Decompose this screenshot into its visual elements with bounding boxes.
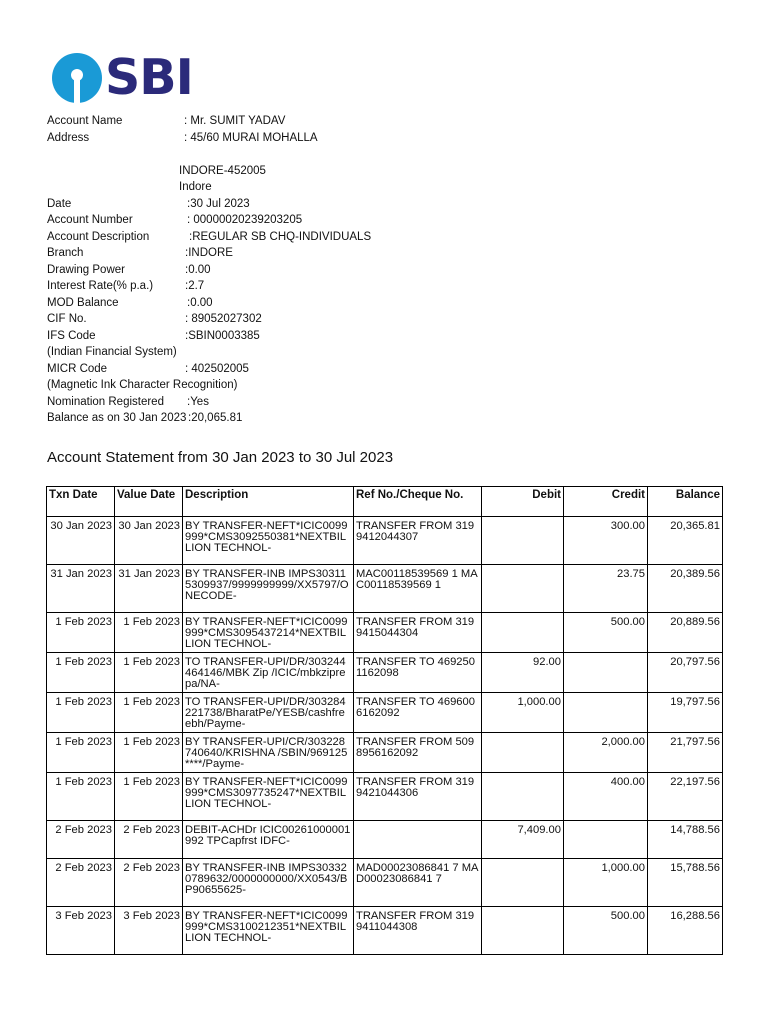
statement-title: Account Statement from 30 Jan 2023 to 30 Jul 2023 [47, 449, 394, 466]
info-label: (Indian Financial System) [47, 346, 177, 358]
col-txn-date-cell: 30 Jan 2023 [47, 517, 115, 565]
info-label: MICR Code [47, 362, 108, 375]
col-debit-cell [482, 773, 564, 821]
table-row [47, 859, 723, 907]
info-value: :0.00 [185, 263, 211, 276]
info-value: : 402502005 [185, 362, 249, 375]
col-debit-cell [482, 613, 564, 653]
col-credit-cell: 500.00 [564, 907, 648, 955]
col-txn-date-cell: 1 Feb 2023 [47, 653, 115, 693]
col-debit-header: Debit [482, 487, 564, 517]
col-debit-cell: 1,000.00 [482, 693, 564, 733]
col-value-date-header: Value Date [115, 487, 183, 517]
col-value-date-cell: 30 Jan 2023 [115, 517, 183, 565]
col-credit-cell [564, 693, 648, 733]
sbi-logo-icon [52, 53, 102, 103]
table-row [47, 907, 723, 955]
info-value: Indore [179, 181, 212, 193]
table-row [47, 653, 723, 693]
col-balance-cell: 19,797.56 [648, 693, 723, 733]
info-label: IFS Code [47, 329, 96, 342]
col-credit-cell: 300.00 [564, 517, 648, 565]
col-value-date-cell: 1 Feb 2023 [115, 773, 183, 821]
col-value-date-cell: 2 Feb 2023 [115, 821, 183, 859]
col-balance-cell: 22,197.56 [648, 773, 723, 821]
col-credit-cell [564, 653, 648, 693]
info-label: Account Name [47, 115, 123, 127]
col-credit-cell: 23.75 [564, 565, 648, 613]
table-row [47, 733, 723, 773]
col-txn-date-cell: 1 Feb 2023 [47, 733, 115, 773]
col-ref-no-cell: TRANSFER FROM 3199412044307 [354, 517, 482, 565]
col-balance-cell: 20,389.56 [648, 565, 723, 613]
col-description-cell: TO TRANSFER-UPI/DR/303244464146/MBK Zip /ICIC/mbkziprepa/NA- [183, 653, 354, 693]
col-balance-cell: 16,288.56 [648, 907, 723, 955]
info-label: Balance as on 30 Jan 2023 [47, 412, 187, 424]
col-balance-cell: 15,788.56 [648, 859, 723, 907]
info-label: Drawing Power [47, 263, 125, 276]
table-row [47, 565, 723, 613]
col-txn-date-cell: 2 Feb 2023 [47, 859, 115, 907]
col-ref-no-cell: MAD00023086841 7 MAD00023086841 7 [354, 859, 482, 907]
col-debit-cell: 92.00 [482, 653, 564, 693]
info-value: :2.7 [185, 280, 205, 292]
col-ref-no-cell [354, 821, 482, 859]
info-value: :0.00 [187, 296, 213, 309]
info-label: Date [47, 197, 72, 210]
info-label: CIF No. [47, 313, 87, 325]
col-debit-cell: 7,409.00 [482, 821, 564, 859]
col-value-date-cell: 1 Feb 2023 [115, 613, 183, 653]
info-label: Account Description [47, 230, 150, 243]
col-txn-date-header: Txn Date [47, 487, 115, 517]
table-body [47, 517, 723, 955]
col-debit-cell [482, 907, 564, 955]
transactions-table [46, 486, 723, 955]
col-description-cell: TO TRANSFER-UPI/DR/303284221738/BharatPe/YESB/cashfreebh/Payme- [183, 693, 354, 733]
col-balance-header: Balance [648, 487, 723, 517]
col-credit-cell: 400.00 [564, 773, 648, 821]
info-label: Interest Rate(% p.a.) [47, 280, 154, 292]
table-row [47, 821, 723, 859]
info-value: :20,065.81 [188, 412, 243, 424]
col-value-date-cell: 3 Feb 2023 [115, 907, 183, 955]
col-ref-no-cell: MAC00118539569 1 MAC00118539569 1 [354, 565, 482, 613]
logo-text: SBI [105, 49, 193, 106]
col-description-cell: DEBIT-ACHDr ICIC00261000001992 TPCapfrst IDFC- [183, 821, 354, 859]
col-balance-cell: 21,797.56 [648, 733, 723, 773]
col-debit-cell [482, 859, 564, 907]
col-debit-cell [482, 565, 564, 613]
col-ref-no-cell: TRANSFER TO 4692501162098 [354, 653, 482, 693]
col-ref-no-cell: TRANSFER FROM 3199421044306 [354, 773, 482, 821]
col-value-date-cell: 1 Feb 2023 [115, 653, 183, 693]
info-value: INDORE-452005 [179, 164, 266, 177]
info-label: Address [47, 131, 90, 144]
info-label: Nomination Registered [47, 395, 164, 408]
info-value: : 00000020239203205 [187, 214, 303, 226]
col-ref-no-cell: TRANSFER FROM 3199411044308 [354, 907, 482, 955]
col-ref-no-cell: TRANSFER FROM 5098956162092 [354, 733, 482, 773]
col-value-date-cell: 31 Jan 2023 [115, 565, 183, 613]
info-label: MOD Balance [47, 296, 119, 309]
col-txn-date-cell: 1 Feb 2023 [47, 613, 115, 653]
col-description-header: Description [183, 487, 354, 517]
table-row [47, 517, 723, 565]
table-row [47, 693, 723, 733]
col-description-cell: BY TRANSFER-INB IMPS303320789632/0000000000/XX0543/BP90655625- [183, 859, 354, 907]
col-txn-date-cell: 1 Feb 2023 [47, 773, 115, 821]
info-value: :INDORE [185, 247, 233, 259]
info-value: :Yes [187, 395, 209, 408]
col-credit-cell: 1,000.00 [564, 859, 648, 907]
table-row [47, 613, 723, 653]
col-balance-cell: 20,797.56 [648, 653, 723, 693]
col-balance-cell: 14,788.56 [648, 821, 723, 859]
col-description-cell: BY TRANSFER-UPI/CR/303228740640/KRISHNA /SBIN/969125****/Payme- [183, 733, 354, 773]
col-debit-cell [482, 517, 564, 565]
col-credit-header: Credit [564, 487, 648, 517]
col-balance-cell: 20,365.81 [648, 517, 723, 565]
info-value: :30 Jul 2023 [187, 197, 250, 210]
col-txn-date-cell: 1 Feb 2023 [47, 693, 115, 733]
col-description-cell: BY TRANSFER-NEFT*ICIC0099999*CMS3100212351*NEXTBILLION TECHNOL- [183, 907, 354, 955]
table-row [47, 773, 723, 821]
col-credit-cell [564, 821, 648, 859]
info-value: : Mr. SUMIT YADAV [184, 115, 286, 127]
sbi-logo [52, 49, 193, 106]
col-balance-cell: 20,889.56 [648, 613, 723, 653]
info-value: :SBIN0003385 [185, 329, 260, 342]
col-txn-date-cell: 3 Feb 2023 [47, 907, 115, 955]
info-value: : 45/60 MURAI MOHALLA [184, 131, 318, 144]
col-txn-date-cell: 31 Jan 2023 [47, 565, 115, 613]
col-value-date-cell: 2 Feb 2023 [115, 859, 183, 907]
col-description-cell: BY TRANSFER-NEFT*ICIC0099999*CMS3097735247*NEXTBILLION TECHNOL- [183, 773, 354, 821]
info-value: :REGULAR SB CHQ-INDIVIDUALS [189, 230, 372, 243]
col-description-cell: BY TRANSFER-NEFT*ICIC0099999*CMS3095437214*NEXTBILLION TECHNOL- [183, 613, 354, 653]
info-label: Account Number [47, 214, 133, 226]
col-credit-cell: 2,000.00 [564, 733, 648, 773]
info-label: Branch [47, 247, 84, 259]
col-description-cell: BY TRANSFER-INB IMPS303115309937/9999999999/XX5797/ONECODE- [183, 565, 354, 613]
col-value-date-cell: 1 Feb 2023 [115, 733, 183, 773]
table-header-row [47, 487, 723, 517]
col-debit-cell [482, 733, 564, 773]
col-ref-no-cell: TRANSFER FROM 3199415044304 [354, 613, 482, 653]
info-value: : 89052027302 [185, 313, 262, 325]
col-txn-date-cell: 2 Feb 2023 [47, 821, 115, 859]
col-description-cell: BY TRANSFER-NEFT*ICIC0099999*CMS3092550381*NEXTBILLION TECHNOL- [183, 517, 354, 565]
col-credit-cell: 500.00 [564, 613, 648, 653]
col-value-date-cell: 1 Feb 2023 [115, 693, 183, 733]
col-ref-no-cell: TRANSFER TO 4696006162092 [354, 693, 482, 733]
col-ref-no-header: Ref No./Cheque No. [354, 487, 482, 517]
info-label: (Magnetic Ink Character Recognition) [47, 379, 238, 391]
